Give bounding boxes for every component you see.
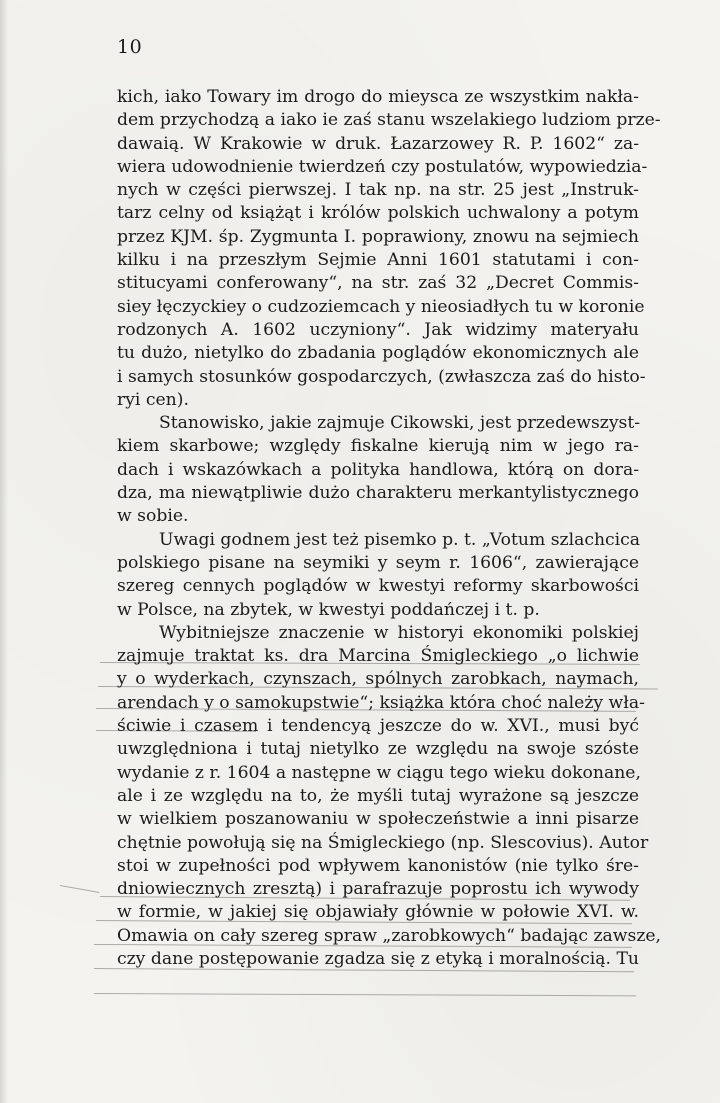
text-line: tu dużo, nietylko do zbadania poglądów ekonomicznych ale	[117, 343, 639, 364]
text-line: siey łęczyckiey o cudzoziemcach y nieosiadłych tu w koronie	[117, 296, 645, 317]
text-line: w Polsce, na zbytek, w kwestyi poddańczej i t. p.	[117, 599, 540, 620]
text-line: dza, ma niewątpliwie dużo charakteru merkantylistycznego	[117, 483, 639, 504]
text-line: rodzonych A. 1602 uczyniony“. Jak widzimy materyału	[117, 319, 639, 340]
paragraph	[117, 529, 639, 622]
text-line: wydanie z r. 1604 a następne w ciągu tego wieku dokonane,	[117, 762, 641, 783]
text-line: polskiego pisane na seymiki y seym r. 1606“, zawierające	[117, 552, 639, 573]
text-line: dem przychodzą a iako ie zaś stanu wszelakiego ludziom prze-	[117, 110, 661, 131]
text-line: w wielkiem poszanowaniu w społeczeństwie a inni pisarze	[117, 809, 639, 830]
text-line: dawaią. W Krakowie w druk. Łazarzowey R. P. 1602“ za-	[117, 133, 639, 154]
text-line: y o wyderkach, czynszach, spólnych zarobkach, naymach,	[117, 669, 639, 690]
text-line: dniowiecznych zresztą) i parafrazuje poprostu ich wywody	[117, 879, 639, 900]
body-text	[117, 86, 662, 971]
text-line: chętnie powołują się na Śmigleckiego (np. Slescovius). Autor	[117, 832, 649, 853]
text-line: tarz celny od książąt i królów polskich uchwalony a potym	[117, 203, 639, 224]
text-line: czy dane postępowanie zgadza się z etyką i moralnością. Tu	[117, 948, 639, 969]
text-line: uwzględniona i tutaj nietylko ze względu na swoje szóste	[117, 739, 639, 760]
text-line: Omawia on cały szereg spraw „zarobkowych“ badając zawsze,	[117, 925, 662, 946]
text-line: ale i ze względu na to, że myśli tutaj wyrażone są jeszcze	[117, 785, 639, 806]
text-line: arendach y o samokupstwie“; książka która choć należy wła-	[117, 692, 645, 713]
pencil-underline	[94, 993, 636, 996]
text-line: Wybitniejsze znaczenie w historyi ekonomiki polskiej	[159, 622, 639, 643]
text-line: stitucyami conferowany“, na str. zaś 32 „Decret Commis-	[117, 273, 639, 294]
text-line: dach i wskazówkach a polityka handlowa, którą on dora-	[117, 459, 639, 480]
text-line: stoi w zupełności pod wpływem kanonistów (nie tylko śre-	[117, 855, 639, 876]
text-line: w sobie.	[117, 506, 189, 527]
pencil-underline	[60, 885, 100, 893]
paragraph	[117, 86, 661, 412]
text-line: ściwie i czasem i tendencyą jeszcze do w. XVI., musi być	[117, 716, 639, 737]
text-line: wiera udowodnienie twierdzeń czy postulatów, wypowiedzia-	[117, 156, 648, 177]
text-line: i samych stosunków gospodarczych, (zwłaszcza zaś do histo-	[117, 366, 646, 387]
page-number: 10	[117, 36, 143, 58]
text-line: nych w części pierwszej. I tak np. na str. 25 jest „Instruk-	[117, 180, 639, 201]
text-line: szereg cennych poglądów w kwestyi reformy skarbowości	[117, 576, 639, 597]
paragraph	[117, 622, 662, 971]
text-line: zajmuje traktat ks. dra Marcina Śmigleckiego „o lichwie	[117, 646, 639, 667]
text-line: w formie, w jakiej się objawiały głównie w połowie XVI. w.	[117, 902, 639, 923]
text-line: przez KJM. śp. Zygmunta I. poprawiony, znowu na sejmiech	[117, 226, 639, 247]
text-line: Uwagi godnem jest też pisemko p. t. „Votum szlachcica	[159, 529, 641, 550]
page-binding-shadow	[0, 0, 8, 1103]
text-line: ryi cen).	[117, 389, 189, 410]
text-line: Stanowisko, jakie zajmuje Cikowski, jest przedewszyst-	[159, 413, 641, 434]
text-line: kich, iako Towary im drogo do mieysca ze wszystkim nakła-	[117, 87, 639, 107]
text-line: kilku i na przeszłym Sejmie Anni 1601 statutami i con-	[117, 250, 639, 271]
paragraph	[117, 412, 639, 528]
text-line: kiem skarbowe; względy fiskalne kierują nim w jego ra-	[117, 436, 639, 457]
